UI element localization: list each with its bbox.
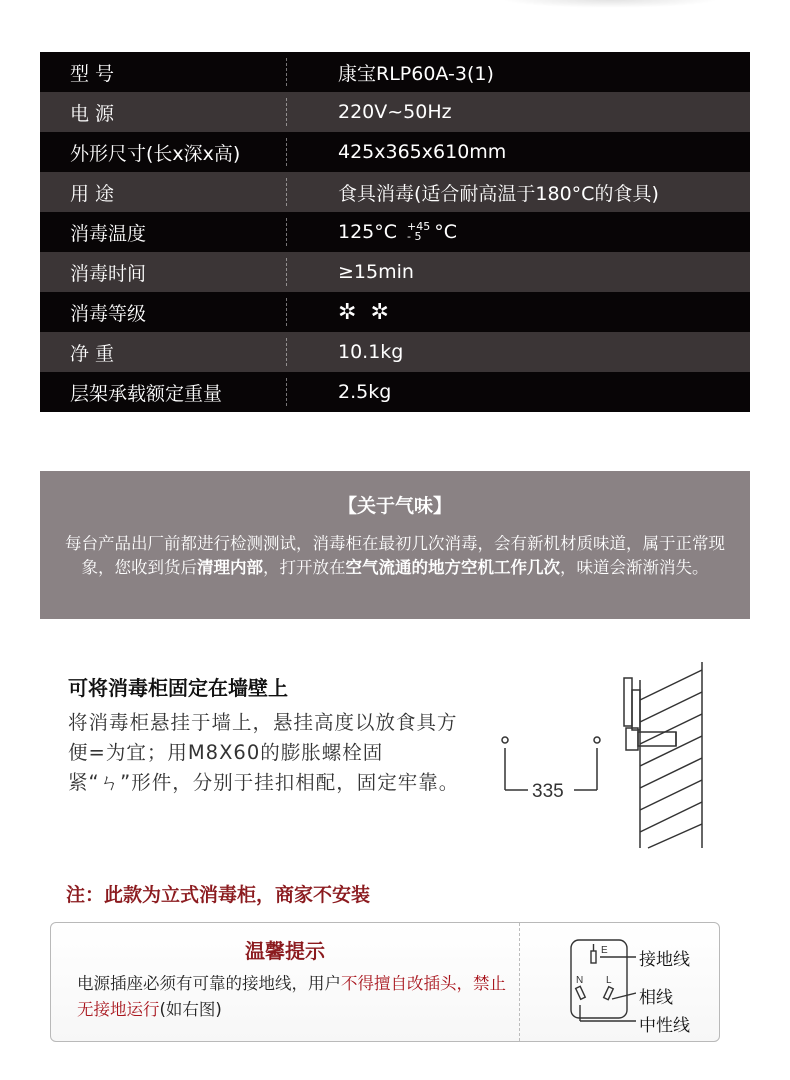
- tips-text: [77, 971, 507, 1023]
- spec-label: 消毒时间: [70, 262, 147, 285]
- spec-value: 2.5kg: [338, 381, 392, 403]
- spec-value-grade: [286, 300, 403, 325]
- spec-value: 220V~50Hz: [338, 101, 452, 123]
- notice-body: [64, 532, 726, 580]
- spec-row-usage: [40, 172, 750, 212]
- spec-value: 425x365x610mm: [338, 141, 507, 163]
- spec-row-dimensions: [40, 132, 750, 172]
- star-icon: ✲: [338, 299, 357, 325]
- tips-text-normal: 电源插座必须有可靠的接地线，用户: [77, 974, 341, 993]
- spec-label: 电 源: [70, 102, 115, 125]
- notice-text: ，味道会渐渐消失。: [560, 558, 709, 577]
- temperature-tolerance: [407, 222, 430, 242]
- spec-label: 外形尺寸(长x深x高): [70, 142, 241, 165]
- tips-text-warning: 不得擅自改插头，禁止无接地运行: [77, 974, 506, 1019]
- notice-title: 【关于气味】: [337, 495, 452, 517]
- socket-pin-n: N: [576, 975, 584, 986]
- wall-mount-text: 将消毒柜悬挂于墙上，悬挂高度以放食具方便=为宜；用M8X60的膨胀螺栓固紧“ㄣ”形件，分别于挂扣相配，固定牢靠。: [68, 711, 460, 794]
- spec-label: 型 号: [70, 62, 115, 85]
- spec-row-time: [40, 252, 750, 292]
- spec-row-weight: [40, 332, 750, 372]
- star-icon: ✲: [370, 299, 389, 325]
- wall-mount-title: 可将消毒柜固定在墙壁上: [68, 676, 288, 700]
- smell-notice: [40, 471, 750, 619]
- top-shadow-decoration: [500, 0, 720, 8]
- spec-row-shelf-load: [40, 372, 750, 412]
- tolerance-minus: - 5: [407, 230, 422, 243]
- socket-icon: [566, 935, 636, 1025]
- neutral-wire-label: 中性线: [639, 1016, 690, 1036]
- spec-value-temperature: [286, 221, 457, 243]
- live-wire-label: 相线: [639, 988, 673, 1008]
- tips-title: 温馨提示: [245, 939, 325, 963]
- tips-box: [50, 922, 720, 1042]
- tolerance-unit: °C: [434, 221, 458, 243]
- spec-row-model: [40, 52, 750, 92]
- notice-bold: 清理内部: [197, 558, 263, 577]
- install-note: 注：此款为立式消毒柜，商家不安装: [66, 884, 371, 906]
- tips-divider: [519, 923, 520, 1041]
- spec-label: 净 重: [70, 342, 115, 365]
- spec-label: 用 途: [70, 182, 115, 205]
- ground-wire-label: 接地线: [639, 950, 690, 970]
- spec-row-power: [40, 92, 750, 132]
- spec-table: [40, 52, 750, 412]
- spec-label: 消毒等级: [70, 302, 147, 325]
- spec-row-temperature: [40, 212, 750, 252]
- spec-value: ≥15min: [338, 261, 414, 283]
- spec-value: 食具消毒(适合耐高温于180°C的食具): [338, 182, 659, 205]
- tolerance-plus: +45: [407, 220, 431, 233]
- spec-value: 10.1kg: [338, 341, 404, 363]
- notice-bold: 空气流通的地方空机工作几次: [345, 558, 560, 577]
- temperature-value: 125°C: [338, 221, 398, 243]
- tips-text-end: (如右图): [159, 1000, 222, 1019]
- wall-mount-diagram: [490, 660, 720, 855]
- socket-pin-l: L: [606, 975, 612, 986]
- notice-text: 每台产品出厂前都进行检测测试，消毒柜在最初几次消毒，会有新机材质味道，属于正常现象，您收到货后: [65, 534, 725, 577]
- spec-label: 消毒温度: [70, 222, 147, 245]
- spec-row-grade: [40, 292, 750, 332]
- notice-text: ，打开放在: [263, 558, 346, 577]
- spec-label: 层架承载额定重量: [70, 382, 223, 405]
- dimension-label: 335: [532, 781, 564, 802]
- spec-value: 康宝RLP60A-3(1): [338, 62, 494, 85]
- socket-pin-e: E: [601, 945, 608, 956]
